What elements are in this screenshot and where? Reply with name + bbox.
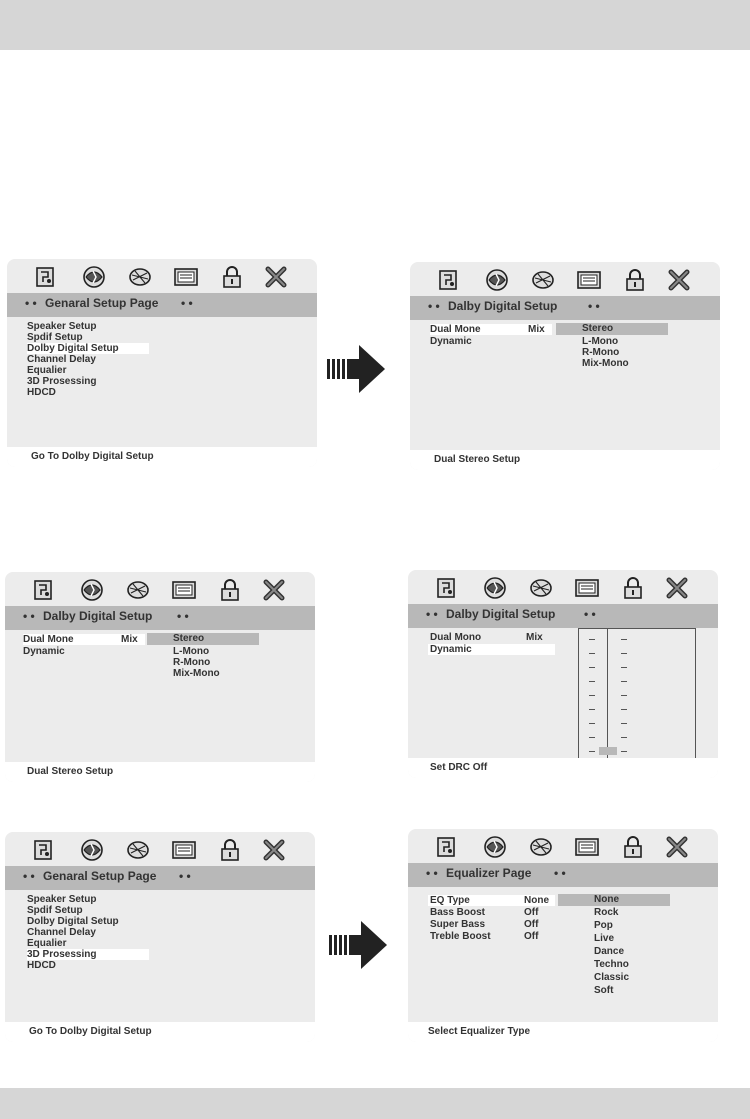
- video-disc-icon[interactable]: [125, 838, 151, 862]
- drc-slider[interactable]: [578, 628, 696, 761]
- preference-panel-icon[interactable]: [576, 268, 602, 292]
- drc-tick-left: [589, 695, 595, 696]
- menu-item-3d-processing[interactable]: 3D Prosessing: [27, 376, 97, 387]
- option-r-mono[interactable]: R-Mono: [173, 657, 211, 668]
- eq-type-value: None: [524, 895, 549, 906]
- option-stereo[interactable]: Stereo: [556, 323, 668, 335]
- drc-tick-right: [621, 751, 627, 752]
- video-disc-icon[interactable]: [127, 265, 153, 289]
- page-title: Dalby Digital Setup: [446, 607, 556, 621]
- page-title: Genaral Setup Page: [45, 296, 159, 310]
- preference-panel-icon[interactable]: [171, 838, 197, 862]
- drc-tick-left: [589, 681, 595, 682]
- drc-tick-right: [621, 723, 627, 724]
- exit-icon[interactable]: [666, 268, 692, 292]
- option-dance[interactable]: Dance: [594, 946, 625, 957]
- audio-icon[interactable]: [81, 265, 107, 289]
- dolby-digital-setup-panel: [410, 262, 720, 470]
- option-l-mono[interactable]: L-Mono: [582, 336, 619, 347]
- drc-tick-left: [589, 653, 595, 654]
- option-mix-mono[interactable]: Mix-Mono: [582, 358, 629, 369]
- drc-tick-left: [589, 737, 595, 738]
- footer-bar: [408, 1022, 718, 1042]
- title-dots: • •: [584, 607, 596, 621]
- preference-panel-icon[interactable]: [173, 265, 199, 289]
- drc-tick-left: [589, 751, 595, 752]
- top-band: [0, 0, 750, 50]
- exit-icon[interactable]: [664, 576, 690, 600]
- drc-tick-left: [589, 723, 595, 724]
- option-mix-mono[interactable]: Mix-Mono: [173, 668, 220, 679]
- page-title: Dalby Digital Setup: [448, 299, 558, 313]
- menu-item-dolby-digital-setup[interactable]: Dolby Digital Setup: [27, 916, 119, 927]
- menu-item-bass-boost[interactable]: Bass Boost: [430, 907, 486, 918]
- menu-item-super-bass[interactable]: Super Bass: [430, 919, 486, 930]
- footer-bar: [7, 447, 317, 467]
- menu-item-3d-processing[interactable]: 3D Prosessing: [27, 949, 149, 960]
- menu-item-dynamic[interactable]: Dynamic: [23, 646, 65, 657]
- lock-icon[interactable]: [217, 578, 243, 602]
- menu-item-equalizer[interactable]: Equalier: [27, 365, 67, 376]
- menu-item-dolby-digital-setup[interactable]: Dolby Digital Setup: [27, 343, 149, 354]
- menu-item-dual-mono[interactable]: Dual Mono: [430, 632, 482, 643]
- title-dots: • •: [588, 299, 600, 313]
- title-dots: • •: [426, 607, 438, 621]
- footer-bar: [5, 762, 315, 782]
- remote-setup-icon[interactable]: [434, 835, 460, 859]
- title-dots: • •: [426, 866, 438, 880]
- preference-panel-icon[interactable]: [574, 576, 600, 600]
- icon-bar: [410, 262, 720, 298]
- video-disc-icon[interactable]: [528, 576, 554, 600]
- general-setup-panel: [7, 259, 317, 467]
- exit-icon[interactable]: [664, 835, 690, 859]
- super-bass-value: Off: [524, 919, 539, 930]
- menu-item-spdif-setup[interactable]: Spdif Setup: [27, 905, 83, 916]
- icon-bar: [5, 832, 315, 868]
- audio-icon[interactable]: [79, 578, 105, 602]
- audio-icon[interactable]: [79, 838, 105, 862]
- option-live[interactable]: Live: [594, 933, 615, 944]
- option-r-mono[interactable]: R-Mono: [582, 347, 620, 358]
- footer-text: Go To Dolby Digital Setup: [29, 1026, 152, 1037]
- exit-icon[interactable]: [261, 578, 287, 602]
- exit-icon[interactable]: [261, 838, 287, 862]
- title-bar: [408, 604, 718, 628]
- title-dots: • •: [554, 866, 566, 880]
- menu-item-dual-mono[interactable]: Dual Mone: [430, 324, 552, 335]
- arrow-right-icon: [327, 345, 385, 393]
- drc-tick-right: [621, 737, 627, 738]
- title-dots: • •: [23, 609, 35, 623]
- drc-tick-left: [589, 639, 595, 640]
- drc-tick-right: [621, 653, 627, 654]
- footer-text: Dual Stereo Setup: [434, 454, 521, 465]
- remote-setup-icon[interactable]: [31, 838, 57, 862]
- lock-icon[interactable]: [620, 576, 646, 600]
- title-bar: [5, 866, 315, 890]
- icon-bar: [5, 572, 315, 608]
- option-none[interactable]: None: [558, 894, 670, 906]
- arrow-right-icon: [329, 921, 387, 969]
- general-setup-panel: [5, 832, 315, 1042]
- dolby-digital-setup-panel: [5, 572, 315, 782]
- footer-bar: [5, 1022, 315, 1042]
- option-classic[interactable]: Classic: [594, 972, 630, 983]
- dual-mono-value: Mix: [528, 324, 545, 335]
- menu-item-channel-delay[interactable]: Channel Delay: [27, 927, 96, 938]
- footer-bar: [408, 758, 718, 778]
- option-techno[interactable]: Techno: [594, 959, 629, 970]
- remote-setup-icon[interactable]: [33, 265, 59, 289]
- preference-panel-icon[interactable]: [574, 835, 600, 859]
- menu-item-dynamic[interactable]: Dynamic: [430, 336, 472, 347]
- drc-tick-right: [621, 709, 627, 710]
- menu-item-channel-delay[interactable]: Channel Delay: [27, 354, 96, 365]
- dual-mono-value: Mix: [121, 634, 138, 645]
- drc-tick-left: [589, 709, 595, 710]
- menu-item-hdcd[interactable]: HDCD: [27, 387, 56, 398]
- title-bar: [410, 296, 720, 320]
- remote-setup-icon[interactable]: [436, 268, 462, 292]
- dolby-drc-panel: [408, 570, 718, 778]
- equalizer-panel: [408, 829, 718, 1042]
- footer-text: Select Equalizer Type: [428, 1026, 531, 1037]
- audio-icon[interactable]: [482, 576, 508, 600]
- menu-item-speaker-setup[interactable]: Speaker Setup: [27, 894, 97, 905]
- title-dots: • •: [179, 869, 191, 883]
- footer-bar: [410, 450, 720, 470]
- drc-tick-right: [621, 667, 627, 668]
- title-bar: [5, 606, 315, 630]
- preference-panel-icon[interactable]: [171, 578, 197, 602]
- treble-boost-value: Off: [524, 931, 539, 942]
- video-disc-icon[interactable]: [125, 578, 151, 602]
- lock-icon[interactable]: [219, 265, 245, 289]
- title-dots: • •: [25, 296, 37, 310]
- remote-setup-icon[interactable]: [434, 576, 460, 600]
- option-rock[interactable]: Rock: [594, 907, 619, 918]
- menu-item-hdcd[interactable]: HDCD: [27, 960, 56, 971]
- option-l-mono[interactable]: L-Mono: [173, 646, 210, 657]
- menu-item-treble-boost[interactable]: Treble Boost: [430, 931, 491, 942]
- menu-item-speaker-setup[interactable]: Speaker Setup: [27, 321, 97, 332]
- exit-icon[interactable]: [263, 265, 289, 289]
- icon-bar: [408, 570, 718, 606]
- menu-item-spdif-setup[interactable]: Spdif Setup: [27, 332, 83, 343]
- page-title: Equalizer Page: [446, 866, 532, 880]
- title-bar: [7, 293, 317, 317]
- drc-tick-right: [621, 681, 627, 682]
- menu-item-dual-mono[interactable]: Dual Mone: [23, 634, 145, 645]
- icon-bar: [7, 259, 317, 295]
- title-dots: • •: [23, 869, 35, 883]
- drc-tick-right: [621, 639, 627, 640]
- lock-icon[interactable]: [622, 268, 648, 292]
- option-stereo[interactable]: Stereo: [147, 633, 259, 645]
- drc-tick-right: [621, 695, 627, 696]
- dual-mono-value: Mix: [526, 632, 543, 643]
- footer-text: Go To Dolby Digital Setup: [31, 451, 154, 462]
- title-bar: [408, 863, 718, 887]
- drc-track: [607, 629, 608, 760]
- menu-item-eq-type[interactable]: EQ Type: [428, 895, 555, 906]
- option-soft[interactable]: Soft: [594, 985, 614, 996]
- title-dots: • •: [428, 299, 440, 313]
- lock-icon[interactable]: [217, 838, 243, 862]
- menu-item-equalizer[interactable]: Equalier: [27, 938, 67, 949]
- page-title: Genaral Setup Page: [43, 869, 157, 883]
- icon-bar: [408, 829, 718, 865]
- menu-item-dynamic[interactable]: Dynamic: [428, 644, 555, 655]
- bottom-band: [0, 1088, 750, 1119]
- footer-text: Dual Stereo Setup: [27, 766, 114, 777]
- title-dots: • •: [181, 296, 193, 310]
- lock-icon[interactable]: [620, 835, 646, 859]
- title-dots: • •: [177, 609, 189, 623]
- audio-icon[interactable]: [484, 268, 510, 292]
- video-disc-icon[interactable]: [530, 268, 556, 292]
- drc-tick-left: [589, 667, 595, 668]
- footer-text: Set DRC Off: [430, 762, 488, 773]
- audio-icon[interactable]: [482, 835, 508, 859]
- bass-boost-value: Off: [524, 907, 539, 918]
- page-title: Dalby Digital Setup: [43, 609, 153, 623]
- drc-slider-thumb[interactable]: [599, 747, 617, 755]
- option-pop[interactable]: Pop: [594, 920, 613, 931]
- video-disc-icon[interactable]: [528, 835, 554, 859]
- remote-setup-icon[interactable]: [31, 578, 57, 602]
